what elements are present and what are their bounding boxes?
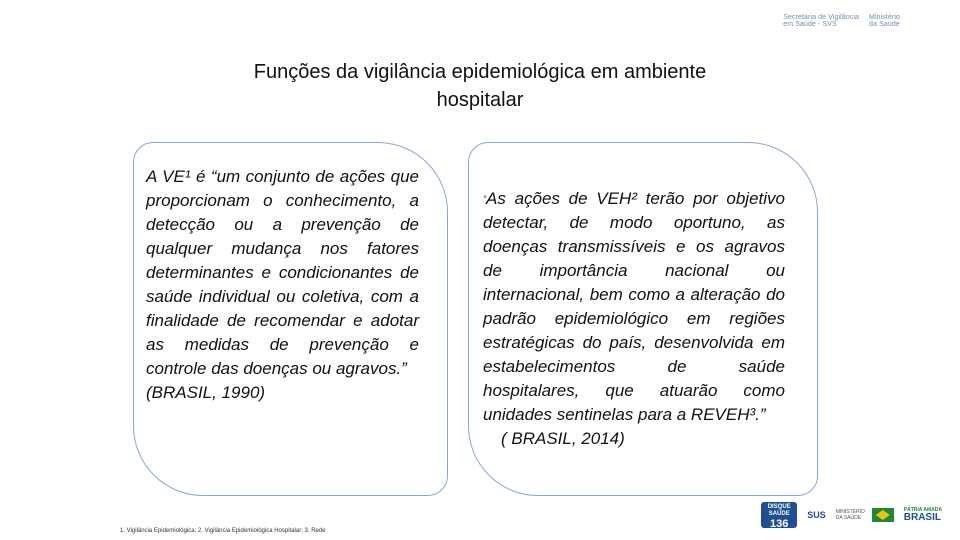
left-definition-card bbox=[133, 142, 448, 496]
svs-logo-line2: em Saúde - SVS bbox=[783, 21, 837, 28]
brazil-flag-icon bbox=[872, 508, 894, 522]
sus-logo: SUS bbox=[807, 510, 826, 520]
right-card-body: As ações de VEH² terão por objetivo detectar, de modo oportuno, as doenças transmissíveis e os agravos de importância nacional ou internacional, bem como a alteração do padrão epidemiológico em regiões estratégicas do país, desenvolvida em estabelecimentos de saúde hospitalares, que atuarão como unidades sentinelas para a REVEH³.” bbox=[483, 189, 785, 424]
ministry-footer-logo: MINISTÉRIO DA SAÚDE bbox=[835, 509, 865, 521]
right-card-citation: ( BRASIL, 2014) bbox=[501, 429, 625, 448]
brasil-small-text: PÁTRIA AMADA bbox=[903, 507, 942, 513]
footnote: 1. Vigilância Epidemiológica; 2. Vigilância Epidemiológica Hospitalar; 3. Rede bbox=[120, 528, 326, 534]
slide-title-line1: Funções da vigilância epidemiológica em ambiente bbox=[253, 61, 707, 83]
disque-saude-number: 136 bbox=[770, 518, 789, 530]
disque-saude-logo bbox=[761, 502, 797, 528]
header-logos bbox=[783, 14, 900, 28]
quote-mark: “ bbox=[483, 194, 486, 204]
ministry-logo bbox=[869, 14, 900, 28]
ministry-logo-line2: da Saúde bbox=[869, 21, 900, 28]
ministry-logo-line1: Ministério bbox=[869, 14, 900, 21]
left-card-citation: (BRASIL, 1990) bbox=[146, 383, 266, 402]
left-card-text: A VE¹ é “um conjunto de ações que proporcionam o conhecimento, a detecção ou a prevenção de qualquer mudança nos fatores determinantes e condicionantes de saúde individual ou coletiva, com a finalidade de recomendar e adotar as medidas de prevenção e controle das doenças ou agravos.” bbox=[146, 167, 419, 378]
disque-saude-label: DISQUE SAÚDE bbox=[767, 504, 791, 517]
brasil-logo bbox=[904, 507, 942, 523]
slide-title bbox=[0, 58, 960, 114]
brasil-big-text: BRASIL bbox=[903, 512, 941, 523]
right-definition-card bbox=[468, 142, 818, 496]
svs-logo-line1: Secretaria de Vigilância bbox=[783, 14, 860, 21]
slide-title-line2: hospitalar bbox=[436, 89, 524, 111]
footer-logos bbox=[761, 502, 942, 528]
right-card-text bbox=[483, 187, 785, 427]
svs-logo bbox=[783, 14, 859, 28]
